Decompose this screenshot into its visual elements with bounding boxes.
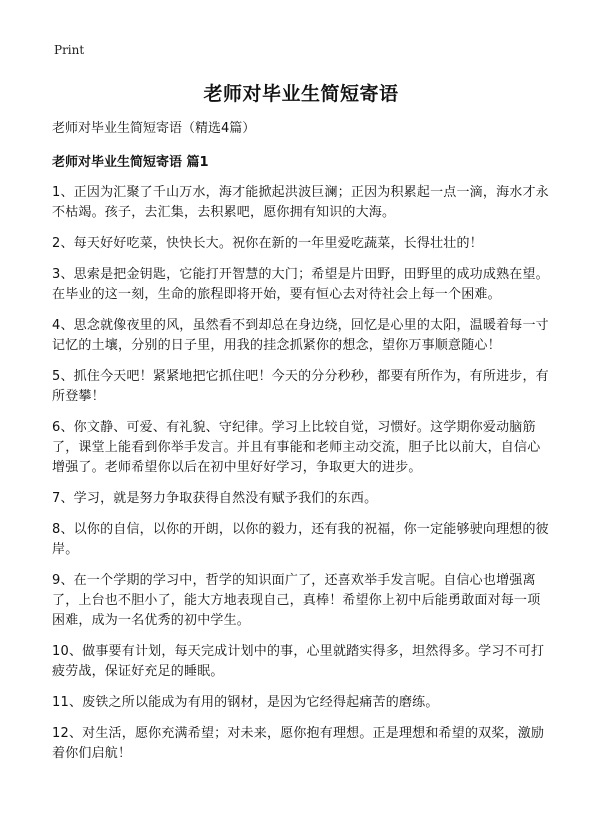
paragraph-4: 4、思念就像夜里的风，虽然看不到却总在身边绕，回忆是心里的太阳，温暖着每一寸记忆的土壤，分别的日子里，用我的挂念抓紧你的想念，望你万事顺意随心！ bbox=[52, 318, 549, 353]
paragraph-5: 5、抓住今天吧！紧紧地把它抓住吧！今天的分分秒秒，都要有所作为，有所进步，有所登攀！ bbox=[52, 369, 549, 404]
section-heading: 老师对毕业生简短寄语 篇1 bbox=[52, 155, 209, 170]
paragraph-11: 11、废铁之所以能成为有用的钢材，是因为它经得起痛苦的磨练。 bbox=[52, 695, 439, 710]
paragraph-10: 10、做事要有计划，每天完成计划中的事，心里就踏实得多，坦然得多。学习不可打疲劳战，保证好充足的睡眠。 bbox=[52, 644, 545, 679]
paragraph-3: 3、思索是把金钥匙，它能打开智慧的大门；希望是片田野，田野里的成功成熟在望。在毕业的这一刻，生命的旅程即将开始，要有恒心去对待社会上每一个困难。 bbox=[52, 267, 549, 302]
document-subtitle: 老师对毕业生简短寄语（精选4篇） bbox=[52, 121, 256, 136]
paragraph-12: 12、对生活，愿你充满希望；对未来，愿你抱有理想。正是理想和希望的双桨，激励着你们启航！ bbox=[52, 726, 545, 761]
paragraph-6: 6、你文静、可爱、有礼貌、守纪律。学习上比较自觉，习惯好。这学期你爱动脑筋了，课堂上能看到你举手发言。并且有事能和老师主动交流，胆子比以前大，自信心增强了。老师希望你以后在初中里好好学习，争取更大的进步。 bbox=[52, 420, 541, 475]
paragraph-7: 7、学习，就是努力争取获得自然没有赋予我们的东西。 bbox=[52, 491, 378, 506]
paragraph-9: 9、在一个学期的学习中，哲学的知识面广了，还喜欢举手发言呢。自信心也增强离了，上台也不胆小了，能大方地表现自己，真棒！希望你上初中后能勇敢面对每一项困难，成为一名优秀的初中学生。 bbox=[52, 573, 541, 628]
paragraph-8: 8、以你的自信，以你的开朗，以你的毅力，还有我的祝福，你一定能够驶向理想的彼岸。 bbox=[52, 522, 549, 557]
print-link[interactable]: Print bbox=[54, 43, 85, 57]
paragraph-2: 2、每天好好吃菜，快快长大。祝你在新的一年里爱吃蔬菜，长得壮壮的！ bbox=[52, 236, 483, 251]
page-title: 老师对毕业生简短寄语 bbox=[203, 83, 399, 105]
paragraph-1: 1、正因为汇聚了千山万水，海才能掀起洪波巨澜；正因为积累起一点一滴，海水才永不枯竭。孩子，去汇集，去积累吧，愿你拥有知识的大海。 bbox=[52, 185, 549, 220]
